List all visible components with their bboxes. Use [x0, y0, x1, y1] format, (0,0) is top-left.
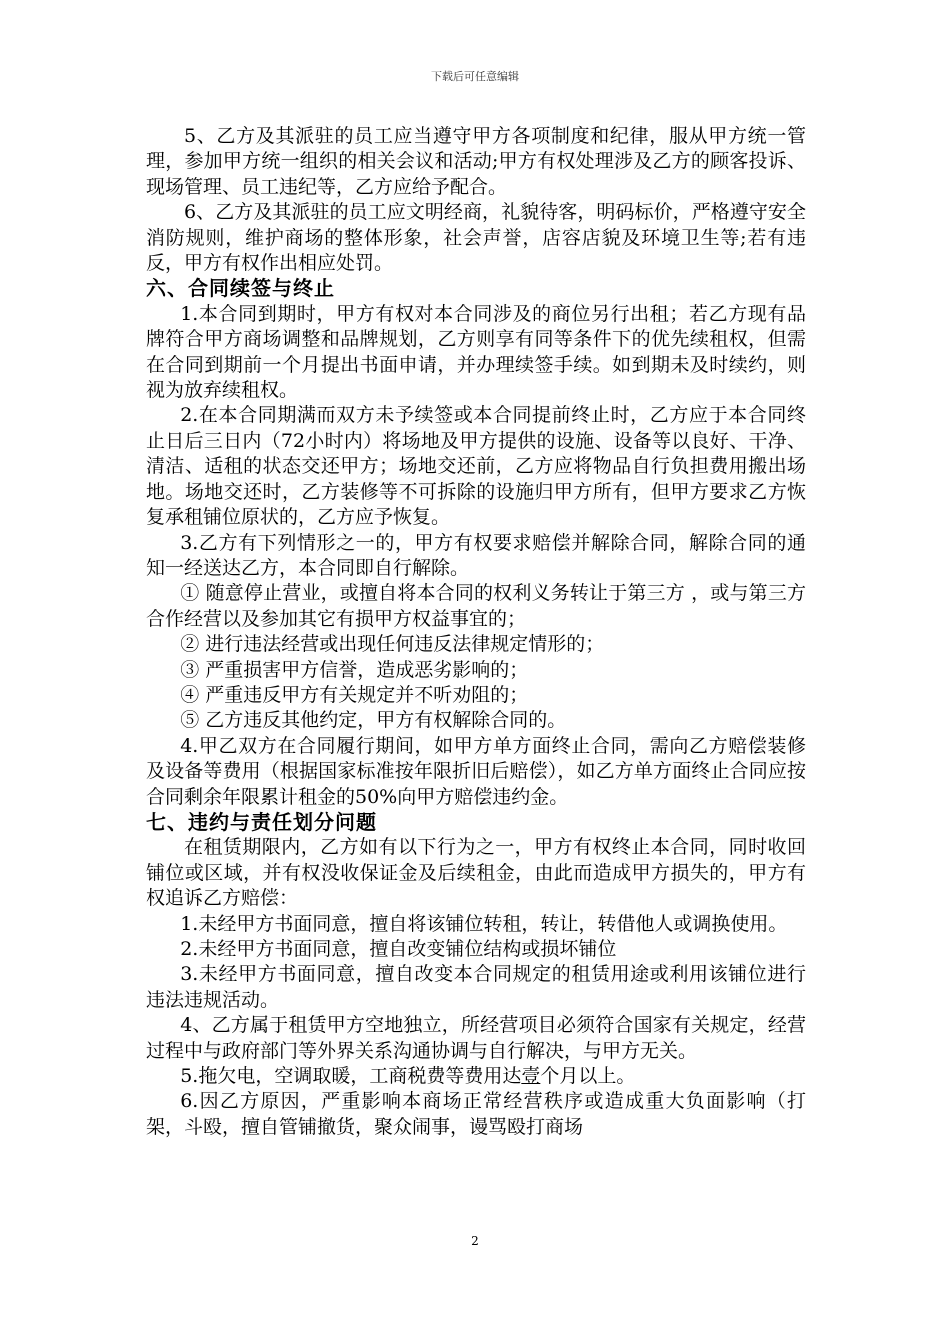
list-item-3: ③ 严重损害甲方信誉，造成恶劣影响的；	[180, 658, 529, 681]
clause-1: 1.本合同到期时，甲方有权对本合同涉及的商位另行出租；若乙方现有品牌符合甲方商场调整和品牌规划，乙方则享有同等条件下的优先续租权，但需在合同到期前一个月提出书面申请，并办理续签手续。如到期未及时续约，则视为放弃续租权。	[146, 302, 806, 402]
violation-5-text-a: 5.拖欠电，空调取暖，工商税费等费用达	[180, 1065, 522, 1088]
list-item-5: ⑤ 乙方违反其他约定，甲方有权解除合同的。	[180, 709, 567, 732]
section-heading-7: 七、违约与责任划分问题	[146, 809, 377, 834]
violation-5	[146, 1064, 806, 1089]
list-item-1: ① 随意停止营业，或擅自将本合同的权利义务转让于第三方 ，或与第三方合作经营以及参加其它有损甲方权益事宜的；	[146, 582, 806, 630]
violation-1: 1.未经甲方书面同意，擅自将该铺位转租，转让，转借他人或调换使用。	[180, 912, 788, 935]
violation-3: 3.未经甲方书面同意，擅自改变本合同规定的租赁用途或利用该铺位进行违法违规活动。	[146, 963, 806, 1011]
list-item-4: ④ 严重违反甲方有关规定并不听劝阻的；	[180, 683, 529, 706]
violation-6: 6.因乙方原因，严重影响本商场正常经营秩序或造成重大负面影响（打架，斗殴，擅自管铺撤货，聚众闹事，谩骂殴打商场	[146, 1090, 806, 1138]
clause-4: 4.甲乙双方在合同履行期间，如甲方单方面终止合同，需向乙方赔偿装修及设备等费用（根据国家标准按年限折旧后赔偿），如乙方单方面终止合同应按合同剩余年限累计租金的50%向甲方赔偿违约金。	[146, 734, 806, 808]
section-7-intro: 在租赁期限内，乙方如有以下行为之一，甲方有权终止本合同，同时收回铺位或区域，并有权没收保证金及后续租金，由此而造成甲方损失的，甲方有权追诉乙方赔偿：	[146, 836, 806, 910]
violation-4: 4、乙方属于租赁甲方空地独立，所经营项目必须符合国家有关规定，经营过程中与政府部门等外界关系沟通协调与自行解决，与甲方无关。	[146, 1014, 806, 1062]
section-heading-6: 六、合同续签与终止	[146, 276, 335, 301]
violation-5-underlined: 壹	[521, 1065, 541, 1088]
clause-3: 3.乙方有下列情形之一的，甲方有权要求赔偿并解除合同，解除合同的通知一经送达乙方，本合同即自行解除。	[146, 531, 806, 579]
page-header: 下载后可任意编辑	[431, 70, 519, 83]
clause-2: 2.在本合同期满而双方未予续签或本合同提前终止时，乙方应于本合同终止日后三日内（72小时内）将场地及甲方提供的设施、设备等以良好、干净、清洁、适租的状态交还甲方；场地交还前，乙方应将物品自行负担费用搬出场地。场地交还时，乙方装修等不可拆除的设施归甲方所有，但甲方要求乙方恢复承租铺位原状的，乙方应予恢复。	[146, 404, 806, 529]
paragraph-5: 5、乙方及其派驻的员工应当遵守甲方各项制度和纪律，服从甲方统一管理，参加甲方统一组织的相关会议和活动;甲方有权处理涉及乙方的顾客投诉、现场管理、员工违纪等，乙方应给予配合。	[146, 125, 806, 198]
paragraph-6: 6、乙方及其派驻的员工应文明经商，礼貌待客，明码标价，严格遵守安全消防规则，维护商场的整体形象，社会声誉，店容店貌及环境卫生等;若有违反，甲方有权作出相应处罚。	[146, 201, 806, 275]
list-item-2: ② 进行违法经营或出现任何违反法律规定情形的；	[180, 633, 605, 656]
violation-2: 2.未经甲方书面同意，擅自改变铺位结构或损坏铺位	[180, 938, 617, 960]
violation-5-text-b: 个月以上。	[540, 1065, 636, 1088]
document-body	[146, 124, 806, 1140]
page-number: 2	[471, 1234, 479, 1248]
